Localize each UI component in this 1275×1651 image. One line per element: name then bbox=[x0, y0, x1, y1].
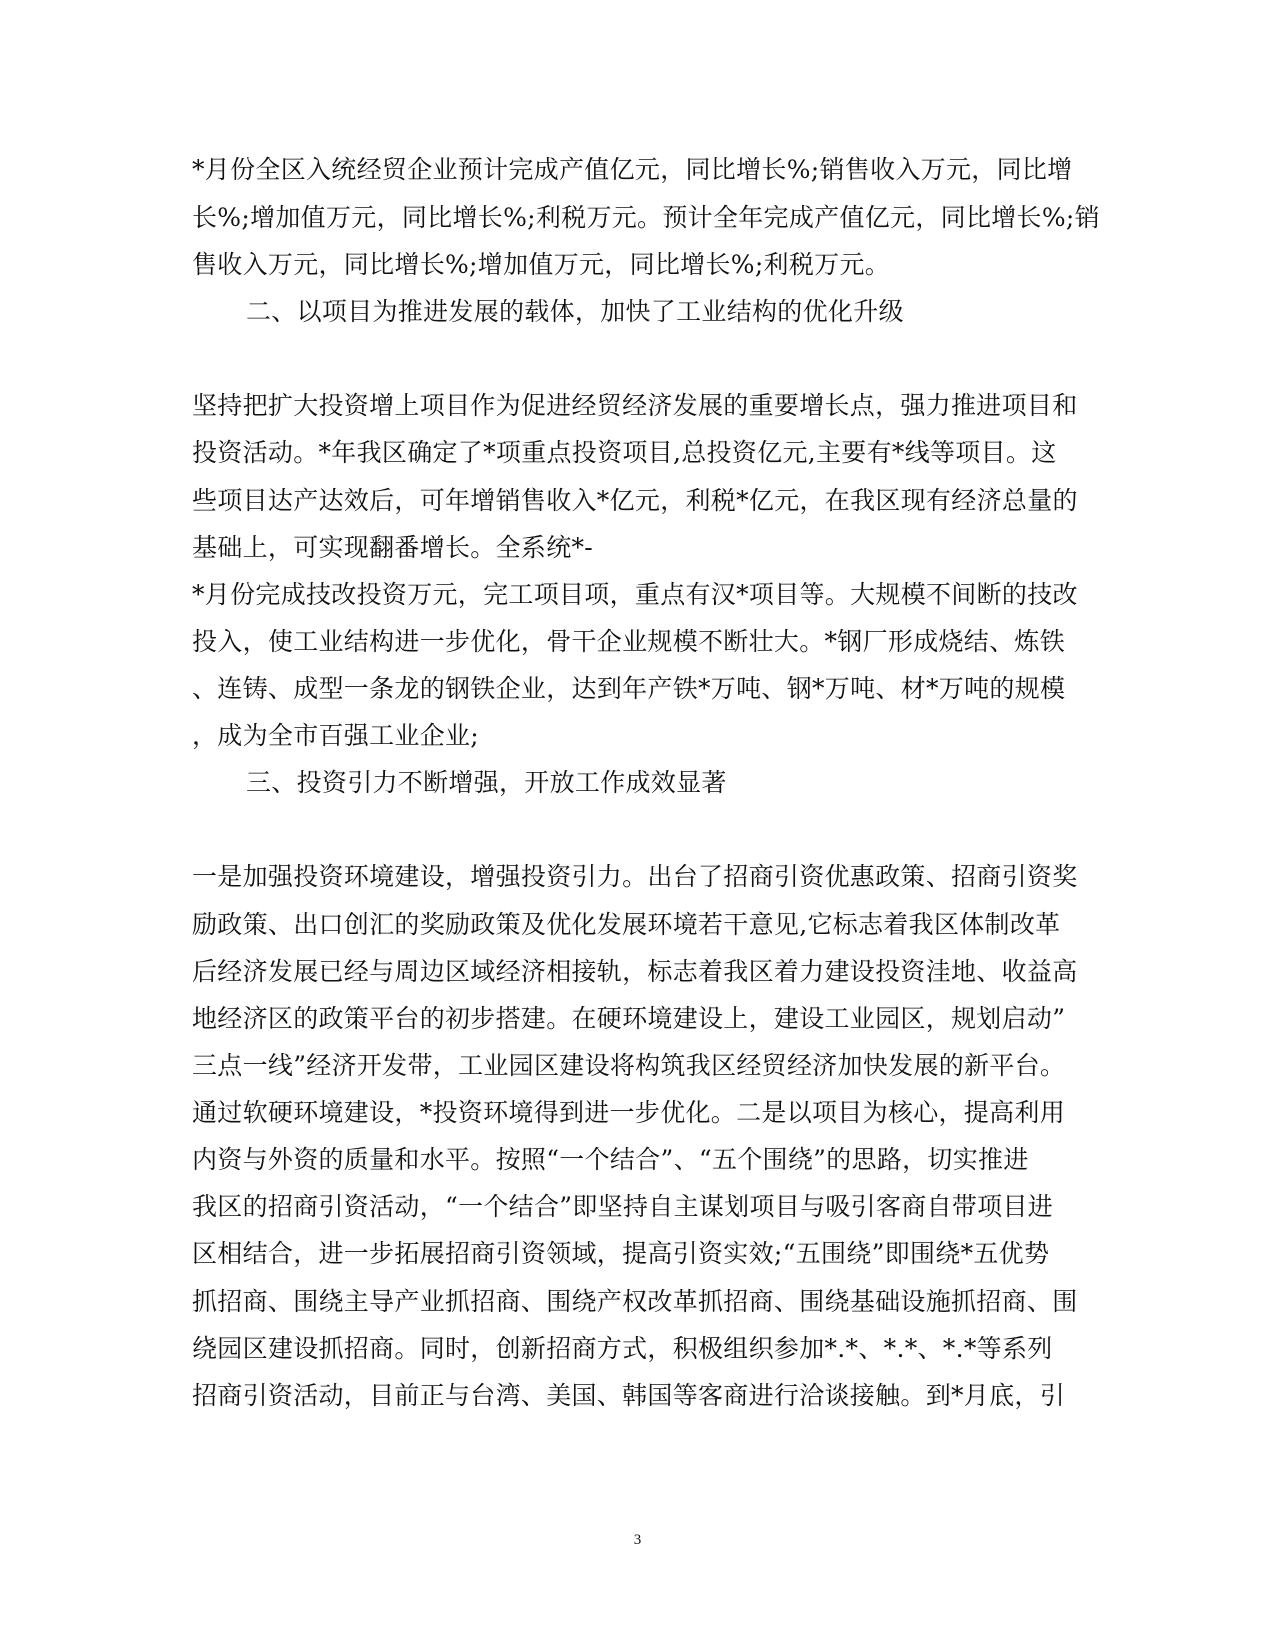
body-text-line: *月份完成技改投资万元，完工项目项，重点有汉*项目等。大规模不间断的技改 bbox=[192, 580, 1078, 609]
body-text-line: 区相结合，进一步拓展招商引资领域，提高引资实效;“五围绕”即围绕*五优势 bbox=[192, 1239, 1050, 1268]
body-text-line: *月份全区入统经贸企业预计完成产值亿元，同比增长%;销售收入万元，同比增 bbox=[192, 155, 1073, 184]
body-text-line: 基础上，可实现翻番增长。全系统*- bbox=[192, 533, 594, 562]
body-text-line: 些项目达产达效后，可年增销售收入*亿元，利税*亿元，在我区现有经济总量的 bbox=[192, 486, 1078, 515]
body-text-line: 、连铸、成型一条龙的钢铁企业，达到年产铁*万吨、钢*万吨、材*万吨的规模 bbox=[192, 674, 1066, 703]
body-text-line: 招商引资活动，目前正与台湾、美国、韩国等客商进行洽谈接触。到*月底，引 bbox=[192, 1381, 1066, 1410]
section-heading: 二、以项目为推进发展的载体，加快了工业结构的优化升级 bbox=[246, 297, 904, 326]
body-text-line: 坚持把扩大投资增上项目作为促进经贸经济发展的重要增长点，强力推进项目和 bbox=[192, 391, 1078, 420]
body-text-line: 内资与外资的质量和水平。按照“一个结合”、“五个围绕”的思路，切实推进 bbox=[192, 1145, 1029, 1174]
body-text-line: 通过软硬环境建设，*投资环境得到进一步优化。二是以项目为核心，提高利用 bbox=[192, 1098, 1066, 1127]
body-text-line: 励政策、出口创汇的奖励政策及优化发展环境若干意见,它标志着我区体制改革 bbox=[192, 910, 1061, 939]
body-text-line: 售收入万元，同比增长%;增加值万元，同比增长%;利税万元。 bbox=[192, 250, 891, 279]
body-text-line: 绕园区建设抓招商。同时，创新招商方式，积极组织参加*.*、*.*、*.*等系列 bbox=[192, 1334, 1053, 1363]
body-text-line: 长%;增加值万元，同比增长%;利税万元。预计全年完成产值亿元，同比增长%;销 bbox=[192, 203, 1100, 232]
body-text-line: 三点一线”经济开发带，工业园区建设将构筑我区经贸经济加快发展的新平台。 bbox=[192, 1051, 1066, 1080]
body-text-line: ，成为全市百强工业企业; bbox=[192, 721, 480, 750]
body-text-line: 一是加强投资环境建设，增强投资引力。出台了招商引资优惠政策、招商引资奖 bbox=[192, 862, 1078, 891]
body-text-line: 投资活动。*年我区确定了*项重点投资项目,总投资亿元,主要有*线等项目。这 bbox=[192, 438, 1057, 467]
section-heading: 三、投资引力不断增强，开放工作成效显著 bbox=[246, 768, 727, 797]
body-text-line: 我区的招商引资活动，“一个结合”即坚持自主谋划项目与吸引客商自带项目进 bbox=[192, 1192, 1054, 1221]
body-text-line: 后经济发展已经与周边区域经济相接轨，标志着我区着力建设投资洼地、收益高 bbox=[192, 957, 1078, 986]
body-text-line: 地经济区的政策平台的初步搭建。在硬环境建设上，建设工业园区，规划启动” bbox=[192, 1004, 1066, 1033]
page-number: 3 bbox=[633, 1532, 642, 1548]
body-text-line: 投入，使工业结构进一步优化，骨干企业规模不断壮大。*钢厂形成烧结、炼铁 bbox=[192, 627, 1066, 656]
body-text-line: 抓招商、围绕主导产业抓招商、围绕产权改革抓招商、围绕基础设施抓招商、围 bbox=[192, 1287, 1078, 1316]
